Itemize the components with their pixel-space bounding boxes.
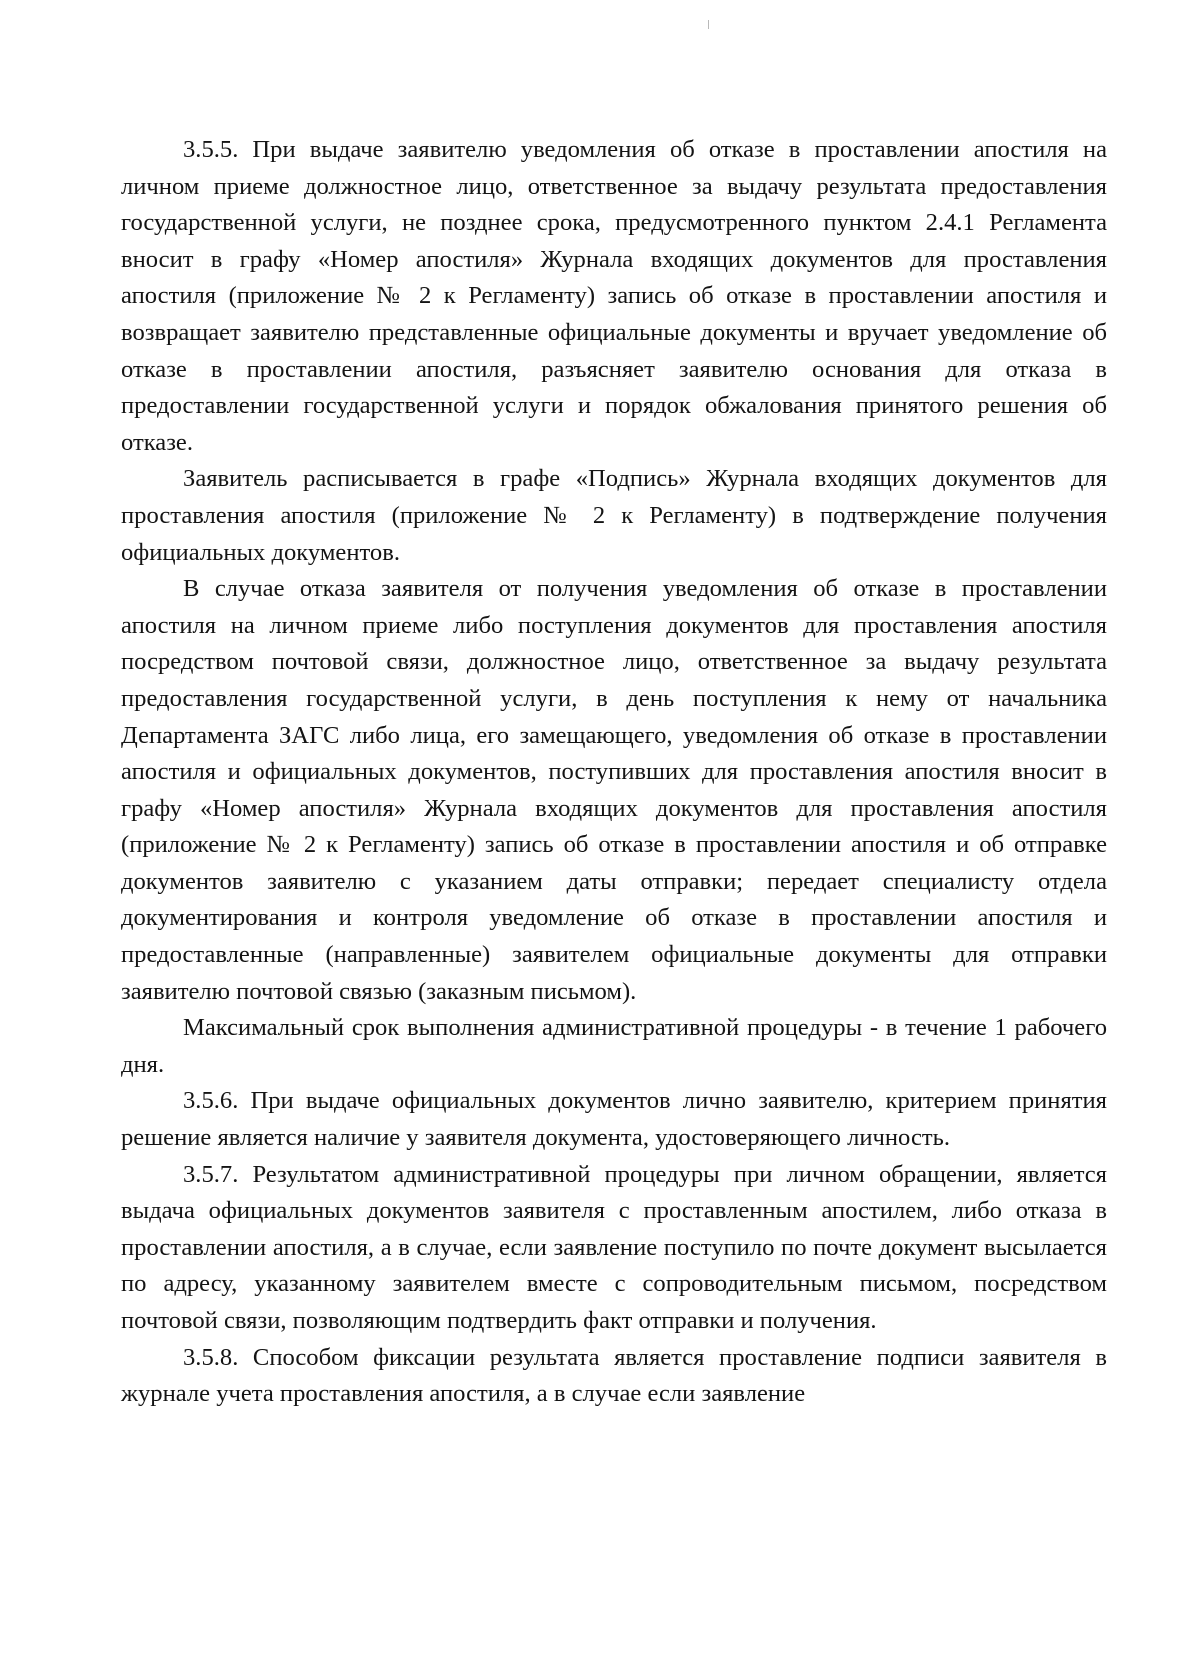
scan-artifact-mark (708, 20, 709, 29)
paragraph-refusal-case: В случае отказа заявителя от получения уведомления об отказе в проставлении апостиля на личном приеме либо поступления документов для проставления апостиля посредством почтовой связи, должностное лицо, ответственное за выдачу результата предоставления государственной услуги, в день поступления к нему от начальника Департамента ЗАГС либо лица, его замещающего, уведомления об отказе в проставлении апостиля и официальных документов, поступивших для проставления апостиля вносит в графу «Номер апостиля» Журнала входящих документов для проставления апостиля (приложение № 2 к Регламенту) запись об отказе в проставлении апостиля и об отправке документов заявителю с указанием даты отправки; передает специалисту отдела документирования и контроля уведомление об отказе в проставлении апостиля и предоставленные (направленные) заявителем официальные документы для отправки заявителю почтовой связью (заказным письмом). (121, 575, 1107, 1005)
paragraph-3-5-6: 3.5.6. При выдаче официальных документов лично заявителю, критерием принятия решение является наличие у заявителя документа, удостоверяющего личность. (121, 1087, 1107, 1152)
paragraph-3-5-5: 3.5.5. При выдаче заявителю уведомления об отказе в проставлении апостиля на личном приеме должностное лицо, ответственное за выдачу результата предоставления государственной услуги, не позднее срока, предусмотренного пунктом 2.4.1 Регламента вносит в графу «Номер апостиля» Журнала входящих документов для проставления апостиля (приложение № 2 к Регламенту) запись об отказе в проставлении апостиля и возвращает заявителю представленные официальные документы и вручает уведомление об отказе в проставлении апостиля, разъясняет заявителю основания для отказа в предоставлении государственной услуги и порядок обжалования принятого решения об отказе. (121, 136, 1107, 456)
paragraph-3-5-8: 3.5.8. Способом фиксации результата является проставление подписи заявителя в журнале учета проставления апостиля, а в случае если заявление (121, 1343, 1107, 1408)
paragraph-signature: Заявитель расписывается в графе «Подпись» Журнала входящих документов для проставления апостиля (приложение № 2 к Регламенту) в подтверждение получения официальных документов. (121, 465, 1107, 566)
paragraph-3-5-7: 3.5.7. Результатом административной процедуры при личном обращении, является выдача официальных документов заявителя с проставленным апостилем, либо отказа в проставлении апостиля, а в случае, если заявление поступило по почте документ высылается по адресу, указанному заявителем вместе с сопроводительным письмом, посредством почтовой связи, позволяющим подтвердить факт отправки и получения. (121, 1160, 1107, 1334)
document-body (121, 132, 1107, 1413)
paragraph-max-term: Максимальный срок выполнения административной процедуры - в течение 1 рабочего дня. (121, 1014, 1107, 1078)
